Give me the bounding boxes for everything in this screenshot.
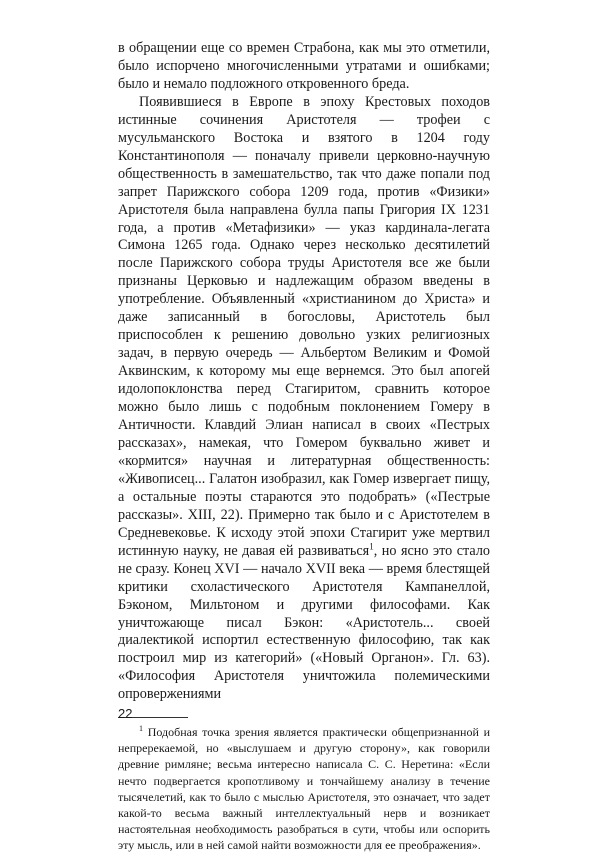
paragraph-2 xyxy=(118,94,490,704)
paragraph-2-text-b: , но ясно это стало не сразу. Конец XVI — начало XVII века — время блестящей критики схоластического Аристотеля Кампанеллой, Бэконом, Мильтоном и другими философами. Как уничтожающе писал Бэкон: «Аристотель... своей диалектикой испортил естественную философию, так как построил мир из категорий» («Новый Органон». Гл. 63). «Философия Аристотеля уничтожила полемическими опровержениями xyxy=(118,542,490,703)
paragraph-2-text-a: Появившиеся в Европе в эпоху Крестовых походов истинные сочинения Аристотеля — трофеи с мусульманского Востока и взятого в 1204 году Константинополя — поначалу привели церковно-научную общественность в замешательство, так что даже попали под запрет Парижского собора 1209 года, против «Физики» Аристотеля была направлена булла папы Григория IX 1231 года, а против «Метафизики» — указ кардинала-легата Симона 1265 года. Однако через несколько десятилетий после Парижского собора труды Аристотеля все же были признаны Церковью и надлежащим образом введены в употребление. Объявленный «христианином до Христа» и даже записанный в богословы, Аристотель был приспособлен к решению довольно узких религиозных задач, в первую очередь — Альбертом Великим и Фомой Аквинским, к которому мы еще вернемся. Это был апогей идолопоклонства перед Стагиритом, сравнить которое можно было лишь с подобным поклонением Гомеру в Античности. Клавдий Элиан написал в своих «Пестрых рассказах», намекая, что Гомером буквально живет и «кормится» научная и литературная общественность: «Живописец... Галатон изобразил, как Гомер извергает пищу, а остальные поэты стараются это подобрать» («Пестрые рассказы». XIII, 22). Примерно так было и с Аристотелем в Средневековье. К исходу этой эпохи Стагирит уже мертвил истинную науку, не давая ей развиваться xyxy=(118,93,490,559)
footnote-reference[interactable]: 1 xyxy=(369,540,374,551)
page-content xyxy=(118,40,490,853)
footnote xyxy=(118,724,490,853)
paragraph-1: в обращении еще со времен Страбона, как мы это отметили, было испорчено многочисленными утратами и ошибками; было и немало подложного откровенного бреда. xyxy=(118,40,490,92)
footnote-mark: 1 xyxy=(139,724,143,734)
footnote-text: Подобная точка зрения является практически общепризнанной и непререкаемой, но «выслушаем и другую сторону», как говорили древние римляне; весьма интересно написала С. С. Неретина: «Если нечто подвергается кропотливому и тончайшему анализу в течение тысячелетий, как то было с мыслью Аристотеля, это означает, что задет какой-то весьма важный интеллектуальный нерв и возникает настоятельная необходимость разобраться в сути, чтобы или оспорить эту мысль, или в ней самой найти возможности для ее преображения». xyxy=(118,725,490,852)
main-text xyxy=(118,40,490,704)
page-number: 22 xyxy=(118,706,133,721)
